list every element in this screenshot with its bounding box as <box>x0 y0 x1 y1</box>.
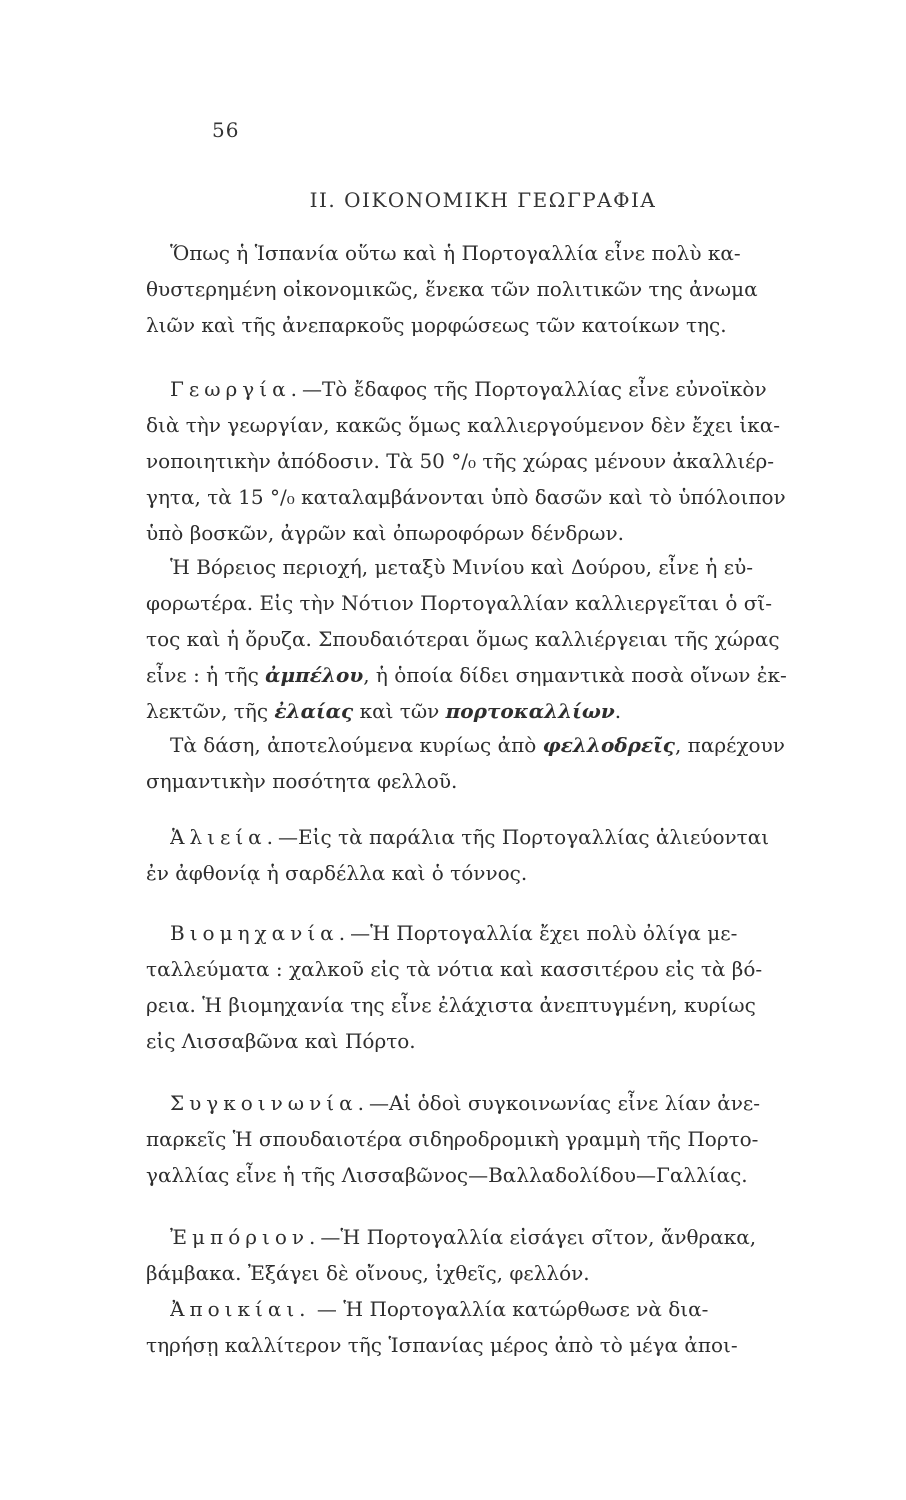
industry-line-3: ρεια. Ἡ βιομηχανία της εἶνε ἐλάχιστα ἀνεπτυγμένη, κυρίως <box>146 993 756 1017</box>
geo-line-2: διὰ τὴν γεωργίαν, κακῶς ὅμως καλλιεργούμενον δὲν ἔχει ἱκα- <box>146 413 780 437</box>
geo-term-vine: ἀμπέλου <box>265 663 364 687</box>
comm-line-2: παρκεῖς Ἡ σπουδαιοτέρα σιδηροδρομικὴ γραμμὴ τῆς Πορτο- <box>146 1127 759 1151</box>
comm-label: Συγκοινωνία. <box>170 1091 369 1115</box>
geo-line-6: Ἡ Βόρειος περιοχή, μεταξὺ Μινίου καὶ Δούρου, εἶνε ἡ εὐ- <box>170 555 754 579</box>
geo-line-10 <box>146 696 876 726</box>
fish-line-2: ἐν ἀφθονίᾳ ἡ σαρδέλλα καὶ ὁ τόννος. <box>146 861 528 885</box>
geo-term-olive: ἐλαίας <box>274 699 354 723</box>
intro-line-3: λιῶν καὶ τῆς ἀνεπαρκοῦς μορφώσεως τῶν κατοίκων της. <box>146 313 727 337</box>
industry-text-1: —Ἡ Πορτογαλλία ἔχει πολὺ ὀλίγα με- <box>350 921 738 945</box>
geo-line-1 <box>170 374 876 404</box>
colonies-line-1 <box>170 1294 876 1324</box>
industry-line-1 <box>170 918 876 948</box>
industry-line-2: ταλλεύματα : χαλκοῦ εἰς τὰ νότια καὶ κασσιτέρου εἰς τὰ βό- <box>146 957 763 981</box>
geo-line-12: σημαντικὴν ποσότητα φελλοῦ. <box>146 769 458 793</box>
geo-text-9a: εἶνε : ἡ τῆς <box>146 663 266 687</box>
industry-line-4: εἰς Λισσαβῶνα καὶ Πόρτο. <box>146 1029 416 1053</box>
geo-text-1: —Τὸ ἔδαφος τῆς Πορτογαλλίας εἶνε εὐνοϊκὸν <box>301 377 767 401</box>
comm-line-3: γαλλίας εἶνε ἡ τῆς Λισσαβῶνος—Βαλλαδολίδου—Γαλλίας. <box>146 1163 748 1187</box>
trade-line-1 <box>170 1222 876 1252</box>
geo-line-3: νοποιητικὴν ἀπόδοσιν. Τὰ 50 °/₀ τῆς χώρας μένουν ἀκαλλιέρ- <box>146 449 775 473</box>
geo-term-orange: πορτοκαλλίων <box>445 699 615 723</box>
geo-line-9 <box>146 660 876 690</box>
geo-line-5: ὑπὸ βοσκῶν, ἀγρῶν καὶ ὀπωροφόρων δένδρων. <box>146 521 624 545</box>
comm-line-1 <box>170 1088 876 1118</box>
geo-text-11c: , παρέχουν <box>674 733 785 757</box>
geo-line-7: φορωτέρα. Εἰς τὴν Νότιον Πορτογαλλίαν καλλιεργεῖται ὁ σῖ- <box>146 591 772 615</box>
intro-line-1: Ὅπως ἡ Ἱσπανία οὕτω καὶ ἡ Πορτογαλλία εἶνε πολὺ κα- <box>170 241 741 265</box>
geo-text-9c: , ἡ ὁποία δίδει σημαντικὰ ποσὰ οἴνων ἐκ- <box>363 663 787 687</box>
fish-text-1: —Εἰς τὰ παράλια τῆς Πορτογαλλίας ἁλιεύονται <box>278 825 770 849</box>
comm-text-1: —Αἱ ὁδοὶ συγκοινωνίας εἶνε λίαν ἀνε- <box>368 1091 761 1115</box>
geo-term-corkoak: φελλοδρεῖς <box>542 733 675 757</box>
industry-label: Βιομηχανία. <box>170 921 351 945</box>
geo-line-11 <box>170 730 876 760</box>
fish-label: Ἁλιεία. <box>170 825 279 849</box>
geo-text-11a: Τὰ δάση, ἀποτελούμενα κυρίως ἀπὸ <box>170 733 543 757</box>
intro-line-2: θυστερημένη οἰκονομικῶς, ἕνεκα τῶν πολιτικῶν της ἀνωμα <box>146 277 758 301</box>
colonies-label: Ἀποικίαι. <box>170 1297 311 1321</box>
trade-line-2: βάμβακα. Ἐξάγει δὲ οἴνους, ἰχθεῖς, φελλόν. <box>146 1261 590 1285</box>
geo-text-10e: . <box>614 699 622 723</box>
geo-label: Γεωργία. <box>170 377 302 401</box>
geo-text-10a: λεκτῶν, τῆς <box>146 699 275 723</box>
trade-label: Ἐμπόριον. <box>170 1225 321 1249</box>
geo-text-10c: καὶ τῶν <box>353 699 446 723</box>
section-heading: II. ΟΙΚΟΝΟΜΙΚΗ ΓΕΩΓΡΑΦΙΑ <box>309 188 657 212</box>
trade-text-1: —Ἡ Πορτογαλλία εἰσάγει σῖτον, ἄνθρακα, <box>320 1225 757 1249</box>
fish-line-1 <box>170 822 876 852</box>
colonies-text-1: — Ἡ Πορτογαλλία κατώρθωσε νὰ δια- <box>310 1297 709 1321</box>
page-number: 56 <box>212 118 240 142</box>
geo-line-4: γητα, τὰ 15 °/₀ καταλαμβάνονται ὑπὸ δασῶν καὶ τὸ ὑπόλοιπον <box>146 485 786 509</box>
geo-line-8: τος καὶ ἡ ὄρυζα. Σπουδαιότεραι ὅμως καλλιέργειαι τῆς χώρας <box>146 627 780 651</box>
colonies-line-2: τηρήσῃ καλλίτερον τῆς Ἱσπανίας μέρος ἀπὸ τὸ μέγα ἀποι- <box>146 1333 738 1357</box>
